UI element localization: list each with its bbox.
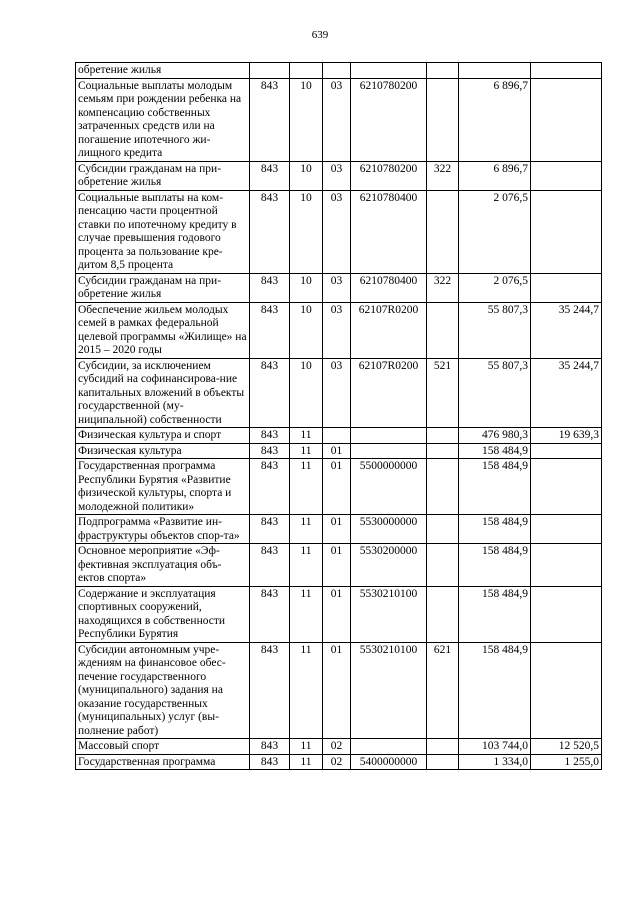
row-target-code-cell <box>351 428 427 444</box>
table-row <box>76 78 602 161</box>
row-federal-amount-cell <box>531 586 602 642</box>
row-subsection-cell: 01 <box>323 544 351 587</box>
row-target-code-cell: 5530200000 <box>351 544 427 587</box>
row-target-code-cell <box>351 63 427 79</box>
row-subsection-cell: 03 <box>323 78 351 161</box>
row-name-cell: Социальные выплаты на ком-пенсацию части процентной ставки по ипотечному кредиту в случае превышения годового процента за пользование кре-дитом 8,5 процента <box>76 190 250 273</box>
row-amount-cell: 2 076,5 <box>459 190 531 273</box>
row-target-code-cell: 5530210100 <box>351 642 427 739</box>
row-name-cell: Основное мероприятие «Эф-фективная эксплуатация объ-ектов спорта» <box>76 544 250 587</box>
row-ved-cell: 843 <box>250 515 290 544</box>
row-expense-type-cell <box>427 586 459 642</box>
row-ved-cell: 843 <box>250 161 290 190</box>
row-section-cell: 11 <box>290 443 323 459</box>
table-row <box>76 428 602 444</box>
row-federal-amount-cell <box>531 190 602 273</box>
row-ved-cell: 843 <box>250 273 290 302</box>
row-target-code-cell <box>351 739 427 755</box>
row-target-code-cell: 6210780200 <box>351 78 427 161</box>
row-subsection-cell: 03 <box>323 302 351 358</box>
row-ved-cell: 843 <box>250 428 290 444</box>
row-name-cell: обретение жилья <box>76 63 250 79</box>
row-subsection-cell: 01 <box>323 515 351 544</box>
row-expense-type-cell <box>427 754 459 770</box>
row-federal-amount-cell <box>531 515 602 544</box>
row-expense-type-cell: 521 <box>427 358 459 428</box>
row-section-cell <box>290 63 323 79</box>
row-section-cell: 11 <box>290 459 323 515</box>
row-subsection-cell: 03 <box>323 273 351 302</box>
row-federal-amount-cell <box>531 161 602 190</box>
row-section-cell: 11 <box>290 428 323 444</box>
row-name-cell: Государственная программа <box>76 754 250 770</box>
row-target-code-cell: 5530000000 <box>351 515 427 544</box>
row-federal-amount-cell <box>531 63 602 79</box>
row-expense-type-cell <box>427 544 459 587</box>
row-name-cell: Государственная программа Республики Бурятия «Развитие физической культуры, спорта и молодежной политики» <box>76 459 250 515</box>
row-section-cell: 10 <box>290 161 323 190</box>
table-row <box>76 642 602 739</box>
row-name-cell: Субсидии гражданам на при-обретение жилья <box>76 273 250 302</box>
row-ved-cell: 843 <box>250 754 290 770</box>
row-ved-cell <box>250 63 290 79</box>
row-federal-amount-cell <box>531 642 602 739</box>
row-amount-cell: 55 807,3 <box>459 358 531 428</box>
table-row <box>76 754 602 770</box>
row-section-cell: 11 <box>290 754 323 770</box>
row-federal-amount-cell: 1 255,0 <box>531 754 602 770</box>
row-ved-cell: 843 <box>250 190 290 273</box>
row-target-code-cell: 62107R0200 <box>351 302 427 358</box>
row-amount-cell: 2 076,5 <box>459 273 531 302</box>
row-federal-amount-cell: 35 244,7 <box>531 358 602 428</box>
row-subsection-cell: 03 <box>323 161 351 190</box>
row-target-code-cell: 6210780400 <box>351 273 427 302</box>
table-row <box>76 273 602 302</box>
table-row <box>76 544 602 587</box>
row-section-cell: 11 <box>290 544 323 587</box>
row-section-cell: 11 <box>290 515 323 544</box>
row-ved-cell: 843 <box>250 78 290 161</box>
budget-table <box>75 62 602 770</box>
row-subsection-cell: 03 <box>323 190 351 273</box>
row-ved-cell: 843 <box>250 739 290 755</box>
table-row <box>76 302 602 358</box>
table-row <box>76 190 602 273</box>
row-name-cell: Обеспечение жильем молодых семей в рамках федеральной целевой программы «Жилище» на 2015 – 2020 годы <box>76 302 250 358</box>
row-section-cell: 11 <box>290 642 323 739</box>
table-row <box>76 586 602 642</box>
row-subsection-cell: 01 <box>323 459 351 515</box>
row-amount-cell: 158 484,9 <box>459 642 531 739</box>
row-subsection-cell <box>323 63 351 79</box>
table-row <box>76 459 602 515</box>
row-amount-cell: 6 896,7 <box>459 161 531 190</box>
row-amount-cell: 158 484,9 <box>459 544 531 587</box>
row-section-cell: 10 <box>290 358 323 428</box>
row-target-code-cell <box>351 443 427 459</box>
table-row <box>76 358 602 428</box>
row-federal-amount-cell <box>531 443 602 459</box>
row-ved-cell: 843 <box>250 642 290 739</box>
row-subsection-cell: 02 <box>323 739 351 755</box>
row-federal-amount-cell <box>531 459 602 515</box>
row-federal-amount-cell: 19 639,3 <box>531 428 602 444</box>
row-expense-type-cell <box>427 63 459 79</box>
row-section-cell: 11 <box>290 739 323 755</box>
row-ved-cell: 843 <box>250 358 290 428</box>
row-expense-type-cell <box>427 515 459 544</box>
row-section-cell: 10 <box>290 302 323 358</box>
row-amount-cell: 6 896,7 <box>459 78 531 161</box>
row-ved-cell: 843 <box>250 459 290 515</box>
row-amount-cell: 476 980,3 <box>459 428 531 444</box>
table-row <box>76 161 602 190</box>
row-amount-cell: 158 484,9 <box>459 586 531 642</box>
row-target-code-cell: 5500000000 <box>351 459 427 515</box>
row-name-cell: Подпрограмма «Развитие ин-фраструктуры объектов спор-та» <box>76 515 250 544</box>
row-subsection-cell: 01 <box>323 443 351 459</box>
row-name-cell: Субсидии автономным учре-ждениям на финансовое обес-печение государственного (муниципального) задания на оказание государственных (муниципальных) услуг (вы-полнение работ) <box>76 642 250 739</box>
row-expense-type-cell: 322 <box>427 161 459 190</box>
row-federal-amount-cell <box>531 273 602 302</box>
row-expense-type-cell: 322 <box>427 273 459 302</box>
row-name-cell: Социальные выплаты молодым семьям при рождении ребенка на компенсацию собственных затраченных средств или на погашение ипотечного жи-лищного кредита <box>76 78 250 161</box>
table-row <box>76 515 602 544</box>
row-name-cell: Содержание и эксплуатация спортивных сооружений, находящихся в собственности Республики Бурятия <box>76 586 250 642</box>
table-row <box>76 739 602 755</box>
row-subsection-cell: 02 <box>323 754 351 770</box>
row-amount-cell: 158 484,9 <box>459 515 531 544</box>
row-expense-type-cell <box>427 428 459 444</box>
table-row <box>76 63 602 79</box>
row-target-code-cell: 5530210100 <box>351 586 427 642</box>
row-amount-cell: 158 484,9 <box>459 459 531 515</box>
row-ved-cell: 843 <box>250 544 290 587</box>
row-expense-type-cell: 621 <box>427 642 459 739</box>
row-section-cell: 11 <box>290 586 323 642</box>
row-expense-type-cell <box>427 459 459 515</box>
row-ved-cell: 843 <box>250 586 290 642</box>
page-number: 639 <box>311 29 329 41</box>
row-amount-cell <box>459 63 531 79</box>
row-expense-type-cell <box>427 190 459 273</box>
row-ved-cell: 843 <box>250 302 290 358</box>
row-federal-amount-cell <box>531 544 602 587</box>
row-subsection-cell: 01 <box>323 642 351 739</box>
row-expense-type-cell <box>427 443 459 459</box>
row-section-cell: 10 <box>290 78 323 161</box>
row-name-cell: Субсидии гражданам на при-обретение жилья <box>76 161 250 190</box>
row-name-cell: Массовый спорт <box>76 739 250 755</box>
row-target-code-cell: 6210780200 <box>351 161 427 190</box>
row-subsection-cell: 01 <box>323 586 351 642</box>
row-target-code-cell: 62107R0200 <box>351 358 427 428</box>
row-subsection-cell: 03 <box>323 358 351 428</box>
row-amount-cell: 1 334,0 <box>459 754 531 770</box>
row-federal-amount-cell: 35 244,7 <box>531 302 602 358</box>
row-federal-amount-cell: 12 520,5 <box>531 739 602 755</box>
row-section-cell: 10 <box>290 190 323 273</box>
table-row <box>76 443 602 459</box>
row-amount-cell: 55 807,3 <box>459 302 531 358</box>
row-expense-type-cell <box>427 739 459 755</box>
row-name-cell: Физическая культура и спорт <box>76 428 250 444</box>
row-section-cell: 10 <box>290 273 323 302</box>
row-ved-cell: 843 <box>250 443 290 459</box>
row-name-cell: Субсидии, за исключением субсидий на софинансирова-ние капитальных вложений в объекты государственной (му-ниципальной) собственности <box>76 358 250 428</box>
row-expense-type-cell <box>427 302 459 358</box>
row-expense-type-cell <box>427 78 459 161</box>
table-body <box>76 63 602 770</box>
row-subsection-cell <box>323 428 351 444</box>
row-federal-amount-cell <box>531 78 602 161</box>
row-target-code-cell: 5400000000 <box>351 754 427 770</box>
row-amount-cell: 158 484,9 <box>459 443 531 459</box>
row-amount-cell: 103 744,0 <box>459 739 531 755</box>
row-target-code-cell: 6210780400 <box>351 190 427 273</box>
row-name-cell: Физическая культура <box>76 443 250 459</box>
